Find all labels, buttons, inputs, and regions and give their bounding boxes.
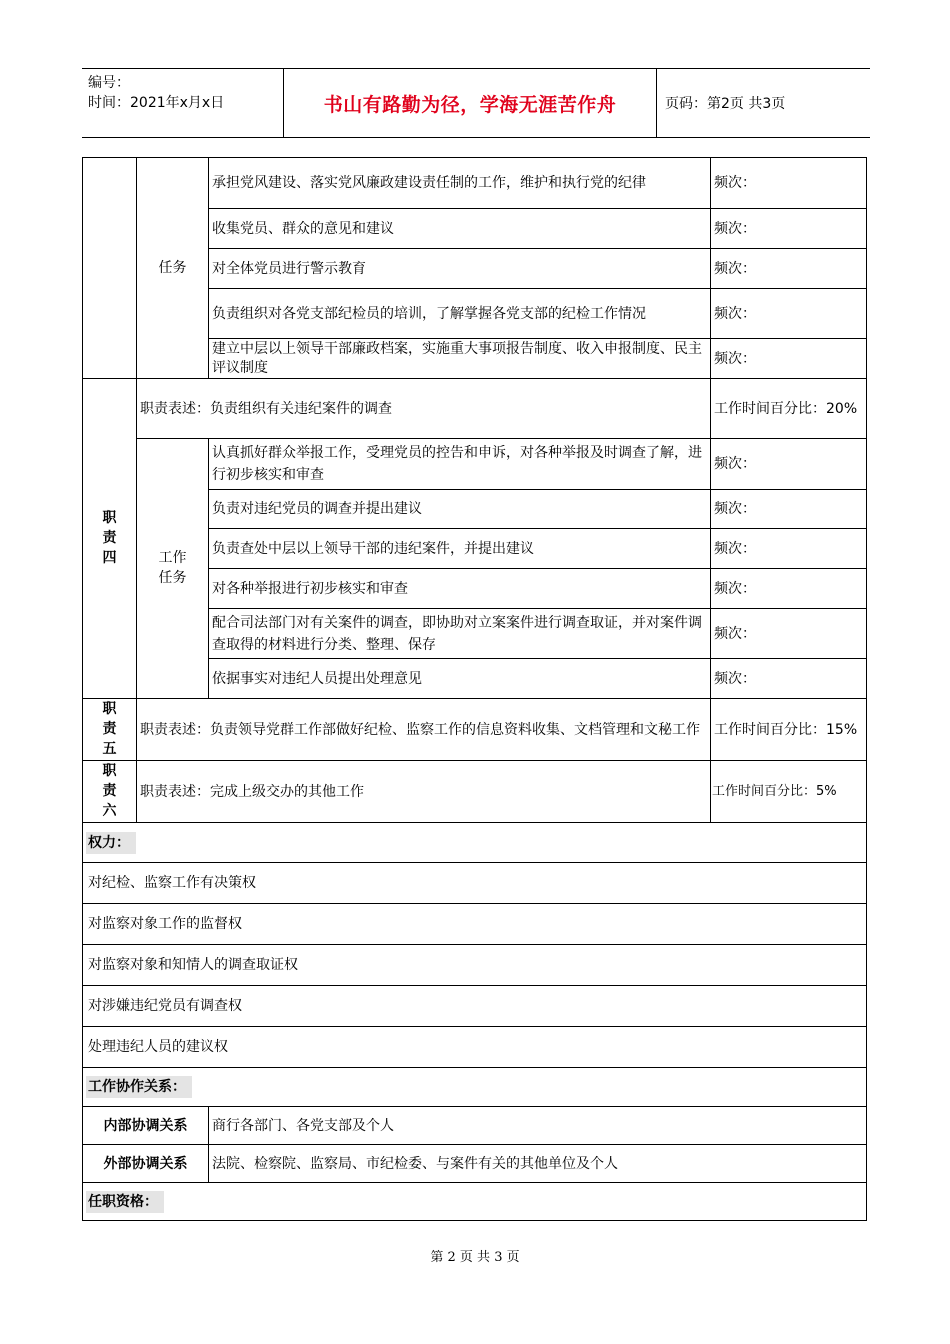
task-frequency: 频次：: [711, 339, 867, 379]
qualification-title: 任职资格：: [86, 1191, 164, 1213]
cooperation-title: 工作协作关系：: [86, 1076, 192, 1098]
duty3-task-label: 任务: [137, 158, 209, 379]
duty6-label-cell: [83, 761, 137, 823]
cooperation-title-cell: [83, 1068, 867, 1107]
task-text: 承担党风建设、落实党风廉政建设责任制的工作，维护和执行党的纪律: [209, 158, 711, 209]
header-page-cell: [657, 69, 870, 137]
table-row: [83, 823, 867, 863]
table-row: [83, 379, 867, 439]
table-row: [83, 439, 867, 490]
authority-item: 对涉嫌违纪党员有调查权: [83, 986, 867, 1027]
task-frequency: 频次：: [711, 158, 867, 209]
internal-coordination-value: 商行各部门、各党支部及个人: [209, 1107, 867, 1145]
external-coordination-value: 法院、检察院、监察局、市纪检委、与案件有关的其他单位及个人: [209, 1145, 867, 1183]
duty5-label: 职责五: [102, 701, 117, 757]
table-row: [83, 1027, 867, 1068]
task-frequency: 频次：: [711, 249, 867, 289]
table-row: [83, 863, 867, 904]
header-meta: [82, 69, 284, 137]
authority-item: 对监察对象工作的监督权: [83, 904, 867, 945]
task-text: 负责组织对各党支部纪检员的培训，了解掌握各党支部的纪检工作情况: [209, 289, 711, 339]
duty5-label-cell: [83, 699, 137, 761]
header-motto-cell: [284, 69, 657, 137]
job-description-table: [82, 157, 867, 1221]
task-frequency: 频次：: [711, 490, 867, 529]
task-text: 建立中层以上领导干部廉政档案，实施重大事项报告制度、收入申报制度、民主评议制度: [209, 339, 711, 379]
table-row: [83, 945, 867, 986]
duty5-statement: 职责表述：负责领导党群工作部做好纪检、监察工作的信息资料收集、文档管理和文秘工作: [137, 699, 711, 761]
duty4-label: 职责四: [102, 510, 117, 566]
authority-title-cell: [83, 823, 867, 863]
task-text: 依据事实对违纪人员提出处理意见: [209, 659, 711, 699]
task-frequency: 频次：: [711, 289, 867, 339]
task-text: 认真抓好群众举报工作，受理党员的控告和申诉，对各种举报及时调查了解，进行初步核实和审查: [209, 439, 711, 490]
duty6-label: 职责六: [102, 763, 117, 819]
task-text: 收集党员、群众的意见和建议: [209, 209, 711, 249]
duty4-task-label-cell: [137, 439, 209, 699]
page-header: [82, 68, 870, 138]
task-text: 对各种举报进行初步核实和审查: [209, 569, 711, 609]
table-row: [83, 904, 867, 945]
page-footer: 第 2 页 共 3 页: [430, 1250, 520, 1265]
table-row: [83, 1183, 867, 1221]
table-row: [83, 1068, 867, 1107]
duty5-percent: 工作时间百分比：15%: [711, 699, 867, 761]
duty4-label-cell: [83, 379, 137, 699]
table-row: [83, 158, 867, 209]
duty6-percent: 工作时间百分比：5%: [711, 761, 867, 823]
task-text: 对全体党员进行警示教育: [209, 249, 711, 289]
duty4-task-label: 工作任务: [158, 550, 187, 586]
table-row: [83, 1107, 867, 1145]
task-frequency: 频次：: [711, 659, 867, 699]
authority-title: 权力：: [86, 832, 136, 854]
motto-text: 书山有路勤为径，学海无涯苦作舟: [323, 93, 617, 116]
task-frequency: 频次：: [711, 609, 867, 659]
internal-coordination-label: 内部协调关系: [83, 1107, 209, 1145]
table-row: [83, 986, 867, 1027]
duty3-blank-cell: [83, 158, 137, 379]
document-number-label: 编号：: [88, 75, 130, 91]
document-date: 时间：2021年x月x日: [88, 95, 225, 111]
task-frequency: 频次：: [711, 529, 867, 569]
page-info: 页码：第2页 共3页: [665, 96, 786, 112]
task-frequency: 频次：: [711, 209, 867, 249]
authority-item: 处理违纪人员的建议权: [83, 1027, 867, 1068]
authority-item: 对监察对象和知情人的调查取证权: [83, 945, 867, 986]
duty6-statement: 职责表述：完成上级交办的其他工作: [137, 761, 711, 823]
duty4-statement: 职责表述：负责组织有关违纪案件的调查: [137, 379, 711, 439]
task-frequency: 频次：: [711, 439, 867, 490]
table-row: [83, 699, 867, 761]
duty4-percent: 工作时间百分比：20%: [711, 379, 867, 439]
task-frequency: 频次：: [711, 569, 867, 609]
task-text: 负责查处中层以上领导干部的违纪案件，并提出建议: [209, 529, 711, 569]
table-row: [83, 1145, 867, 1183]
authority-item: 对纪检、监察工作有决策权: [83, 863, 867, 904]
external-coordination-label: 外部协调关系: [83, 1145, 209, 1183]
task-text: 负责对违纪党员的调查并提出建议: [209, 490, 711, 529]
table-row: [83, 761, 867, 823]
qualification-title-cell: [83, 1183, 867, 1221]
task-text: 配合司法部门对有关案件的调查，即协助对立案案件进行调查取证，并对案件调查取得的材料进行分类、整理、保存: [209, 609, 711, 659]
